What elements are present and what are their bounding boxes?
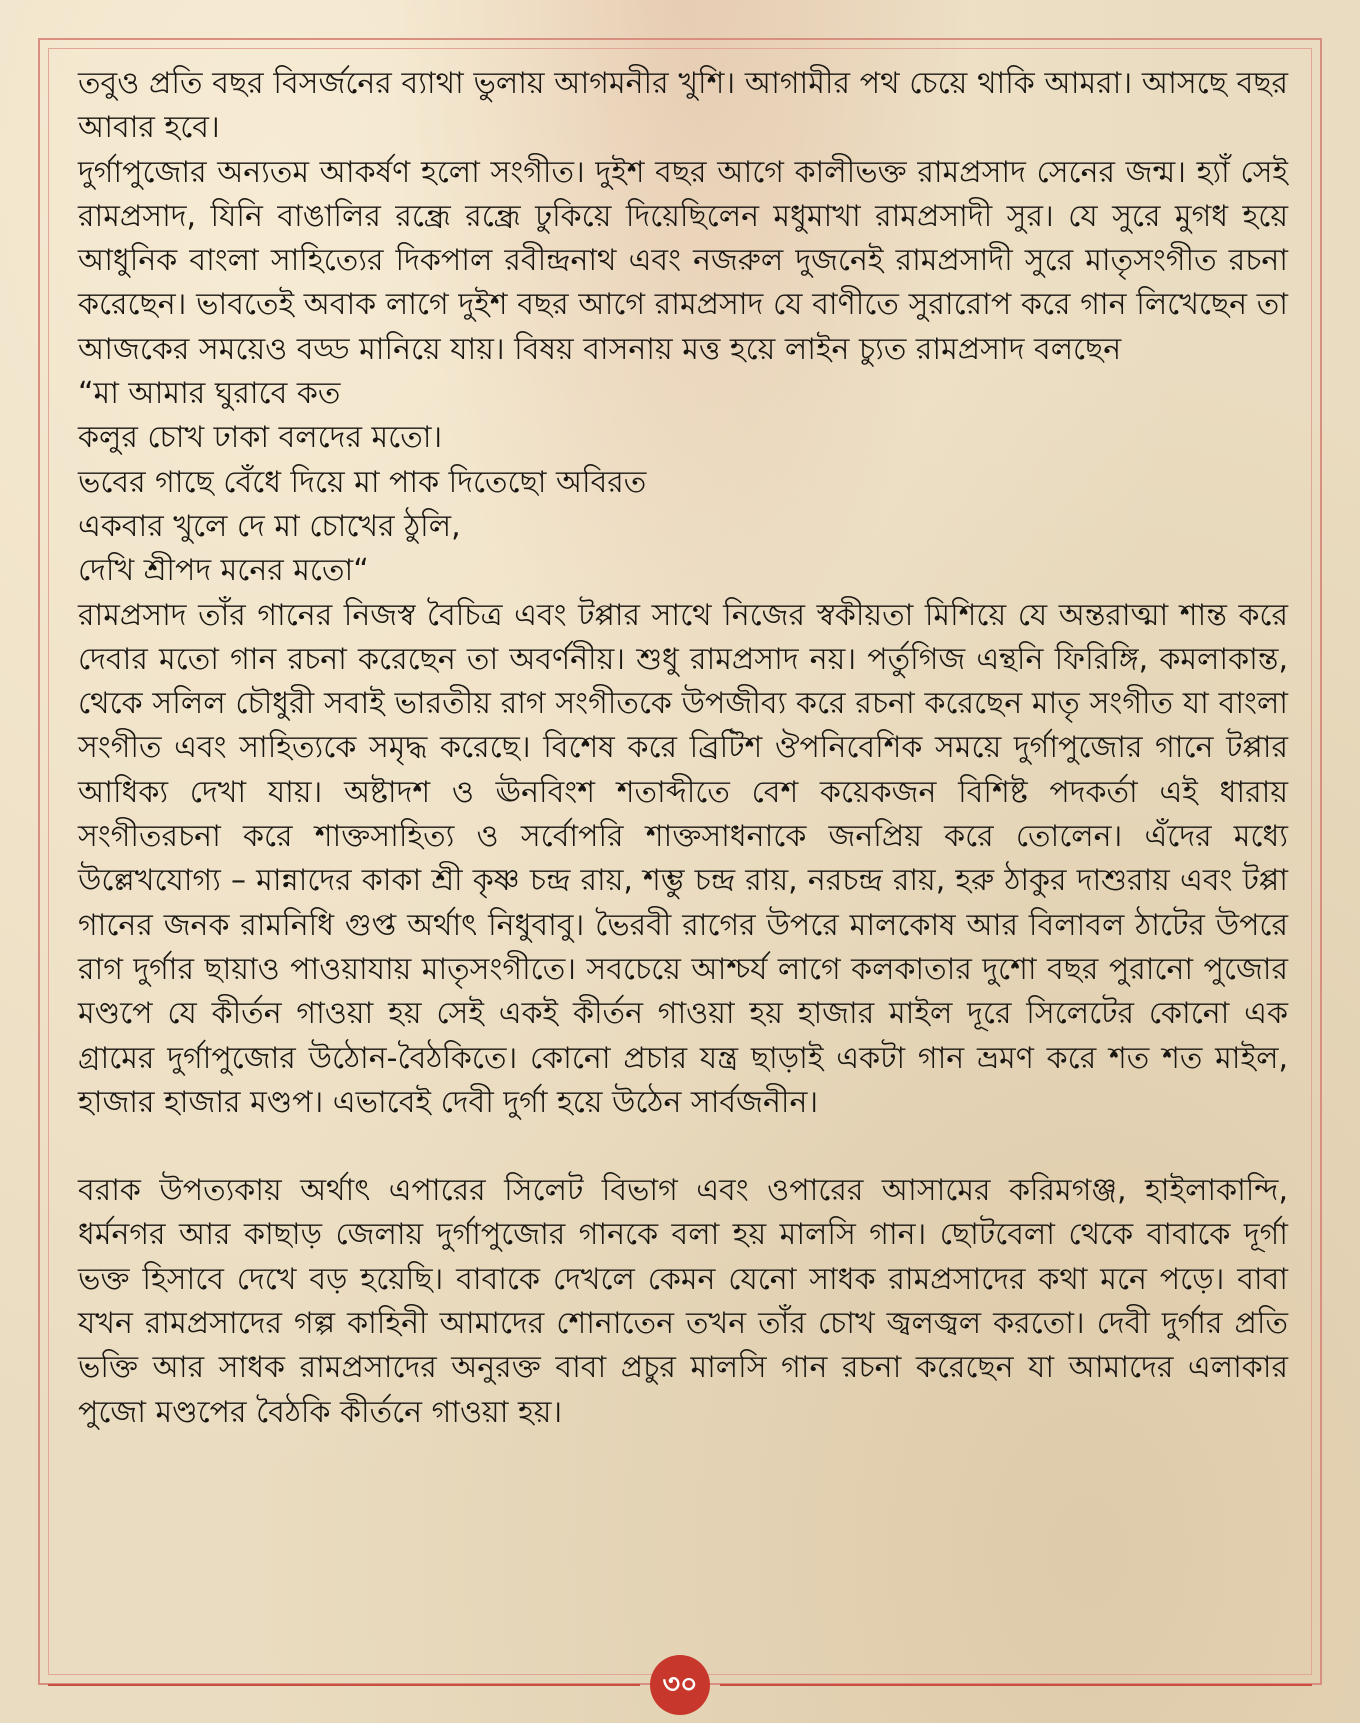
page-footer [0,1655,1360,1715]
verse-line: দেখি শ্রীপদ মনের মতো“ [78,553,369,589]
article-body [78,62,1288,1435]
paragraph: তবুও প্রতি বছর বিসর্জনের ব্যাথা ভুলায় আগমনীর খুশি। আগামীর পথ চেয়ে থাকি আমরা। আসছে বছর আবার হবে। [78,66,1288,146]
verse-line: কলুর চোখ ঢাকা বলদের মতো। [78,420,443,456]
verse-line: একবার খুলে দে মা চোখের ঠুলি, [78,508,461,544]
verse-line: ভবের গাছে বেঁধে দিয়ে মা পাক দিতেছো অবিরত [78,464,647,500]
footer-rule-right [720,1684,1312,1686]
paragraph: দুর্গাপুজোর অন্যতম আকর্ষণ হলো সংগীত। দুইশ বছর আগে কালীভক্ত রামপ্রসাদ সেনের জন্ম। হ্যাঁ সেই রামপ্রসাদ, যিনি বাঙালির রন্ধ্রে রন্ধ্রে ঢুকিয়ে দিয়েছিলেন মধুমাখা রামপ্রসাদী সুর। যে সুরে মুগধ হয়ে আধুনিক বাংলা সাহিত্যের দিকপাল রবীন্দ্রনাথ এবং নজরুল দুজনেই রামপ্রসাদী সুরে মাতৃসংগীত রচনা করেছেন। ভাবতেই অবাক লাগে দুইশ বছর আগে রামপ্রসাদ যে বাণীতে সুরারোপ করে গান লিখেছেন তা আজকের সময়েও বড্ড মানিয়ে যায়। বিষয় বাসনায় মত্ত হয়ে লাইন চ্যুত রামপ্রসাদ বলছেন [78,154,1288,367]
paragraph: রামপ্রসাদ তাঁর গানের নিজস্ব বৈচিত্র এবং টপ্পার সাথে নিজের স্বকীয়তা মিশিয়ে যে অন্তরাত্মা শান্ত করে দেবার মতো গান রচনা করেছেন তা অবর্ণনীয়। শুধু রামপ্রসাদ নয়। পর্তুগিজ এন্থনি ফিরিঙ্গি, কমলাকান্ত, থেকে সলিল চৌধুরী সবাই ভারতীয় রাগ সংগীতকে উপজীব্য করে রচনা করেছেন মাতৃ সংগীত যা বাংলা সংগীত এবং সাহিত্যকে সমৃদ্ধ করেছে। বিশেষ করে ব্রিটিশ ঔপনিবেশিক সময়ে দুর্গাপুজোর গানে টপ্পার আধিক্য দেখা যায়। অষ্টাদশ ও ঊনবিংশ শতাব্দীতে বেশ কয়েকজন বিশিষ্ট পদকর্তা এই ধারায় সংগীতরচনা করে শাক্তসাহিত্য ও সর্বোপরি শাক্তসাধনাকে জনপ্রিয় করে তোলেন। এঁদের মধ্যে উল্লেখযোগ্য – মান্নাদের কাকা শ্রী কৃষ্ণ চন্দ্র রায়, শম্ভু চন্দ্র রায়, নরচন্দ্র রায়, হরু ঠাকুর দাশুরায় এবং টপ্পা গানের জনক রামনিধি গুপ্ত অর্থাৎ নিধুবাবু। ভৈরবী রাগের উপরে মালকোষ আর বিলাবল ঠাটের উপরে রাগ দুর্গার ছায়াও পাওয়াযায় মাতৃসংগীতে। সবচেয়ে আশ্চর্য লাগে কলকাতার দুশো বছর পুরানো পুজোর মণ্ডপে যে কীর্তন গাওয়া হয় সেই একই কীর্তন গাওয়া হয় হাজার মাইল দূরে সিলেটের কোনো এক গ্রামের দুর্গাপুজোর উঠোন-বৈঠকিতে। কোনো প্রচার যন্ত্র ছাড়াই একটা গান ভ্রমণ করে শত শত মাইল, হাজার হাজার মণ্ডপ। এভাবেই দেবী দুর্গা হয়ে উঠেন সার্বজনীন। [78,597,1288,1120]
footer-rule-left [48,1684,640,1686]
page-number: ৩০ [650,1655,710,1715]
paragraph: বরাক উপত্যকায় অর্থাৎ এপারের সিলেট বিভাগ এবং ওপারের আসামের করিমগঞ্জ, হাইলাকান্দি, ধর্মনগর আর কাছাড় জেলায় দুর্গাপুজোর গানকে বলা হয় মালসি গান। ছোটবেলা থেকে বাবাকে দূর্গা ভক্ত হিসাবে দেখে বড় হয়েছি। বাবাকে দেখলে কেমন যেনো সাধক রামপ্রসাদের কথা মনে পড়ে। বাবা যখন রামপ্রসাদের গল্প কাহিনী আমাদের শোনাতেন তখন তাঁর চোখ জ্বলজ্বল করতো। দেবী দুর্গার প্রতি ভক্তি আর সাধক রামপ্রসাদের অনুরক্ত বাবা প্রচুর মালসি গান রচনা করেছেন যা আমাদের এলাকার পুজো মণ্ডপের বৈঠকি কীর্তনে গাওয়া হয়। [78,1173,1288,1430]
verse-line: “মা আমার ঘুরাবে কত [78,376,341,412]
paragraph-gap [78,1125,1288,1169]
song-verse [78,372,1288,593]
